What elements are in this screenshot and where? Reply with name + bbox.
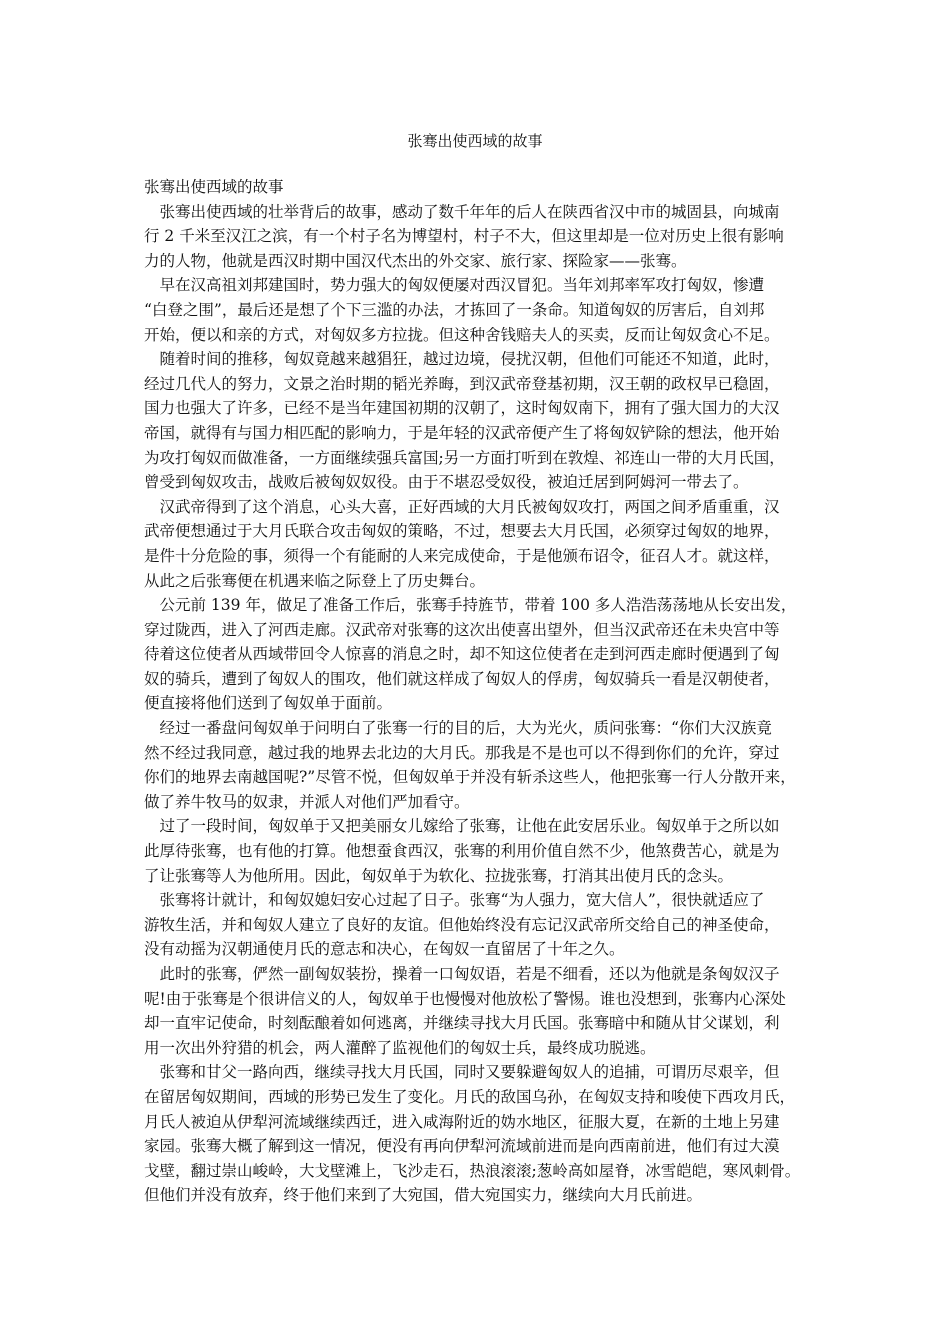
paragraph-line: 没有动摇为汉朝通使月氏的意志和决心，在匈奴一直留居了十年之久。: [144, 940, 625, 959]
paragraph: [144, 495, 819, 593]
paragraph-line: 待着这位使者从西域带回令人惊喜的消息之时，却不知这位使者在走到河西走廊时便遇到了匈: [144, 645, 780, 664]
document-body: [144, 175, 819, 1208]
paragraph: [144, 593, 819, 716]
paragraph-line: 做了养牛牧马的奴隶，并派人对他们严加看守。: [144, 792, 470, 811]
paragraph-line: 公元前 139 年，做足了准备工作后，张骞手持旌节，带着 100 多人浩浩荡荡地从长安出发，: [144, 596, 797, 615]
paragraph: [144, 1060, 819, 1208]
paragraph-line: 帝国，就得有与国力相匹配的影响力，于是年轻的汉武帝便产生了将匈奴铲除的想法，他开始: [144, 423, 780, 442]
document-title: 张骞出使西域的故事: [407, 132, 543, 150]
paragraph-line: 但他们并没有放弃，终于他们来到了大宛国，借大宛国实力，继续向大月氏前进。: [144, 1186, 703, 1205]
paragraph-line: “白登之围”，最后还是想了个下三滥的办法，才拣回了一条命。知道匈奴的厉害后，自刘邦: [144, 300, 765, 319]
paragraph: [144, 273, 819, 347]
paragraph-line: 从此之后张骞便在机遇来临之际登上了历史舞台。: [144, 571, 486, 590]
paragraph-line: 奴的骑兵，遭到了匈奴人的围攻，他们就这样成了匈奴人的俘虏，匈奴骑兵一看是汉朝使者，: [144, 669, 780, 688]
paragraph-line: 经过一番盘问匈奴单于问明白了张骞一行的目的后，大为光火，质问张骞：“你们大汉族竟: [144, 719, 772, 738]
paragraph-line: 了让张骞等人为他所用。因此，匈奴单于为软化、拉拢张骞，打消其出使月氏的念头。: [144, 866, 734, 885]
paragraph-line: 然不经过我同意，越过我的地界去北边的大月氏。那我是不是也可以不得到你们的允许，穿过: [144, 743, 780, 762]
paragraph-line: 武帝便想通过于大月氏联合攻击匈奴的策略，不过，想要去大月氏国，必须穿过匈奴的地界，: [144, 522, 780, 541]
paragraph-line: 过了一段时间，匈奴单于又把美丽女儿嫁给了张骞，让他在此安居乐业。匈奴单于之所以如: [144, 817, 780, 836]
paragraph-line: 用一次出外狩猎的机会，两人灌醉了监视他们的匈奴士兵，最终成功脱逃。: [144, 1038, 656, 1057]
paragraph-line: 张骞和甘父一路向西，继续寻找大月氏国，同时又要躲避匈奴人的追捕，可谓历尽艰辛，但: [144, 1063, 780, 1082]
paragraph-list: [144, 200, 819, 1208]
paragraph-line: 张骞将计就计，和匈奴媳妇安心过起了日子。张骞“为人强力，宽大信人”，很快就适应了: [144, 891, 765, 910]
paragraph-line: 此时的张骞，俨然一副匈奴装扮，操着一口匈奴语，若是不细看，还以为他就是条匈奴汉子: [144, 965, 780, 983]
paragraph: [144, 200, 819, 274]
paragraph-line: 你们的地界去南越国呢?”尽管不悦，但匈奴单于并没有斩杀这些人，他把张骞一行人分散开来，: [144, 768, 796, 787]
paragraph-line: 游牧生活，并和匈奴人建立了良好的友谊。但他始终没有忘记汉武帝所交给自己的神圣使命，: [144, 915, 780, 934]
paragraph-line: 开始，便以和亲的方式，对匈奴多方拉拢。但这种舍钱赔夫人的买卖，反而让匈奴贪心不足。: [144, 325, 780, 344]
paragraph-line: 经过几代人的努力，文景之治时期的韬光养晦，到汉武帝登基初期，汉王朝的政权早已稳固，: [144, 374, 780, 393]
paragraph-line: 便直接将他们送到了匈奴单于面前。: [144, 694, 393, 713]
paragraph-line: 却一直牢记使命，时刻酝酿着如何逃离，并继续寻找大月氏国。张骞暗中和随从甘父谋划，利: [144, 1014, 780, 1033]
paragraph-line: 随着时间的推移，匈奴竟越来越猖狂，越过边境，侵扰汉朝，但他们可能还不知道，此时，: [144, 350, 780, 369]
paragraph-line: 家园。张骞大概了解到这一情况，便没有再向伊犁河流域前进而是向西南前进，他们有过大漠: [144, 1137, 780, 1156]
paragraph: [144, 962, 819, 1060]
document-subtitle: 张骞出使西域的故事: [144, 178, 284, 196]
paragraph: [144, 814, 819, 888]
paragraph-line: 曾受到匈奴攻击，战败后被匈奴奴役。由于不堪忍受奴役，被迫迁居到阿姆河一带去了。: [144, 473, 749, 492]
paragraph: [144, 347, 819, 495]
paragraph: [144, 716, 819, 814]
paragraph-line: 力的人物，他就是西汉时期中国汉代杰出的外交家、旅行家、探险家——张骞。: [144, 251, 687, 270]
paragraph-line: 早在汉高祖刘邦建国时，势力强大的匈奴便屡对西汉冒犯。当年刘邦率军攻打匈奴，惨遭: [144, 276, 765, 295]
paragraph-line: 张骞出使西域的壮举背后的故事，感动了数千年年的后人在陕西省汉中市的城固县，向城南: [144, 202, 780, 221]
paragraph-line: 为攻打匈奴而做准备，一方面继续强兵富国;另一方面打听到在敦煌、祁连山一带的大月氏国，: [144, 448, 785, 467]
paragraph-line: 月氏人被迫从伊犁河流域继续西迁，进入咸海附近的妫水地区，征服大夏，在新的土地上另建: [144, 1112, 780, 1131]
paragraph-line: 国力也强大了许多，已经不是当年建国初期的汉朝了，这时匈奴南下，拥有了强大国力的大汉: [144, 399, 780, 418]
paragraph-line: 是件十分危险的事，须得一个有能耐的人来完成使命，于是他颁布诏令，征召人才。就这样，: [144, 546, 780, 565]
paragraph-line: 此厚待张骞，也有他的打算。他想蚕食西汉，张骞的利用价值自然不少，他煞费苦心，就是为: [144, 842, 780, 861]
paragraph-line: 呢!由于张骞是个很讲信义的人，匈奴单于也慢慢对他放松了警惕。谁也没想到，张骞内心深处: [144, 989, 786, 1008]
paragraph: [144, 888, 819, 962]
paragraph-line: 戈壁，翻过崇山峻岭，大戈壁滩上，飞沙走石，热浪滚滚;葱岭高如屋脊，冰雪皑皑，寒风刺骨。: [144, 1161, 801, 1180]
paragraph-line: 在留居匈奴期间，西域的形势已发生了变化。月氏的敌国乌孙，在匈奴支持和唆使下西攻月氏，: [144, 1087, 796, 1106]
paragraph-line: 行 2 千米至汉江之滨，有一个村子名为博望村，村子不大，但这里却是一位对历史上很有影响: [144, 227, 784, 246]
paragraph-line: 汉武帝得到了这个消息，心头大喜，正好西域的大月氏被匈奴攻打，两国之间矛盾重重，汉: [144, 497, 780, 516]
paragraph-line: 穿过陇西，进入了河西走廊。汉武帝对张骞的这次出使喜出望外，但当汉武帝还在未央宫中等: [144, 620, 780, 639]
